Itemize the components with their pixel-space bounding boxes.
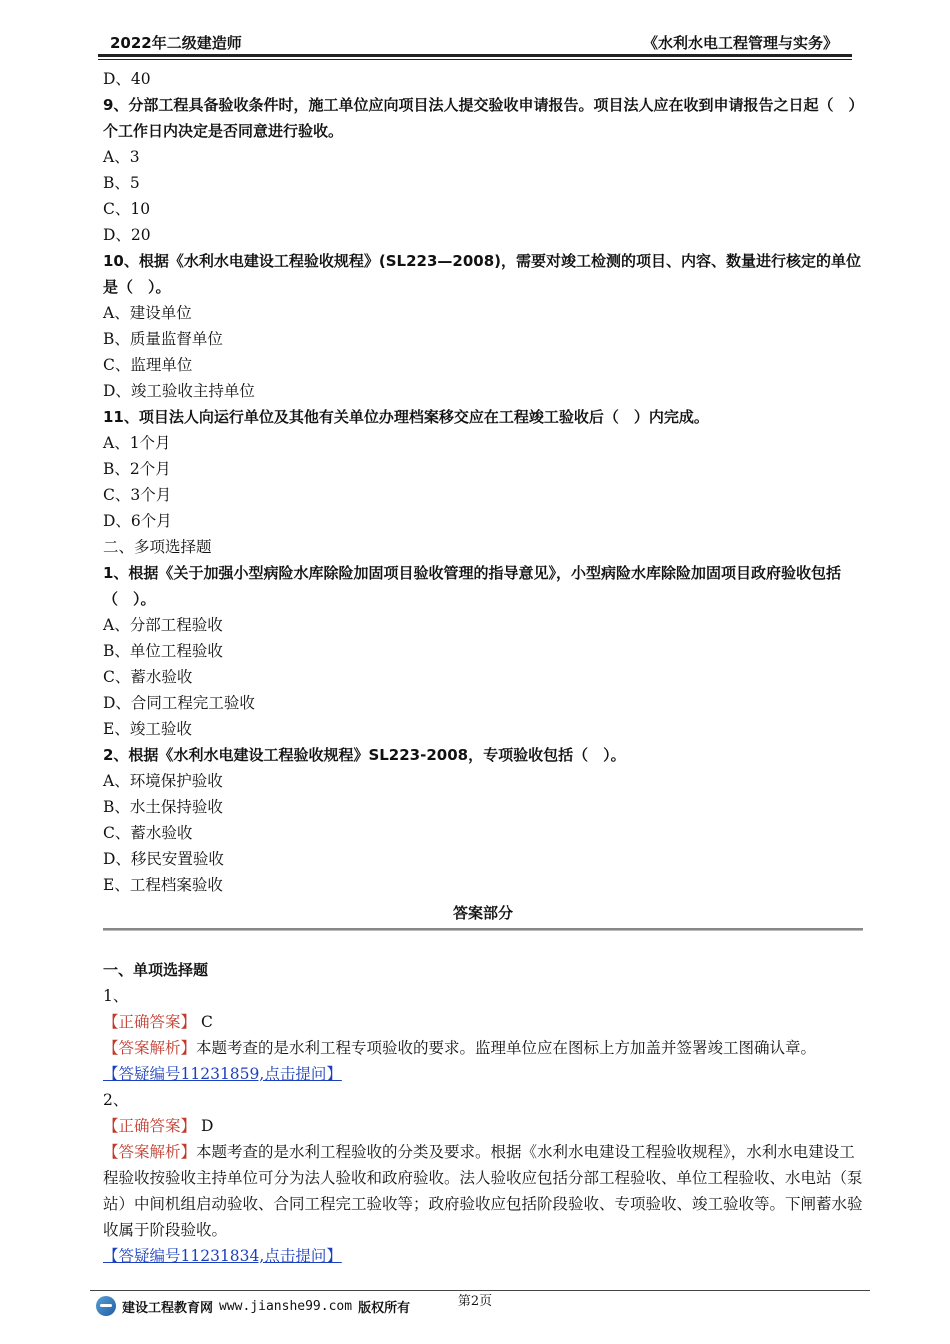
question-option: A、1个月 xyxy=(103,434,171,452)
question-option: A、3 xyxy=(103,148,140,166)
question-option: E、竣工验收 xyxy=(103,720,192,738)
correct-answer-row xyxy=(103,1009,863,1035)
analysis-label: 【答案解析】 xyxy=(103,1039,197,1057)
header-rule-thin xyxy=(98,59,852,60)
question-link-row xyxy=(103,1061,863,1087)
header-rule xyxy=(98,54,852,57)
answer-number: 1、 xyxy=(103,987,129,1005)
ask-question-link[interactable]: 【答疑编号11231859,点击提问】 xyxy=(103,1065,342,1083)
page-number: 第2页 xyxy=(457,1294,493,1309)
answer-item xyxy=(103,1087,863,1269)
page-header xyxy=(98,30,852,52)
analysis-label: 【答案解析】 xyxy=(103,1143,197,1161)
answer-item xyxy=(103,983,863,1087)
copyright-text: 版权所有 xyxy=(358,1300,411,1316)
question-option: D、40 xyxy=(103,70,151,88)
question-option: C、3个月 xyxy=(103,486,172,504)
site-url[interactable]: www.jianshe99.com xyxy=(219,1298,353,1314)
question-option: B、5 xyxy=(103,174,140,192)
question-option: B、质量监督单位 xyxy=(103,330,223,348)
question-option: D、合同工程完工验收 xyxy=(103,694,255,712)
header-book-title: 《水利水电工程管理与实务》 xyxy=(642,34,838,52)
answer-analysis xyxy=(103,1035,863,1061)
question-option: D、6个月 xyxy=(103,512,172,530)
question-option: B、水土保持验收 xyxy=(103,798,223,816)
question-stem: 9、分部工程具备验收条件时，施工单位应向项目法人提交验收申请报告。项目法人应在收到申请报告之日起（ ）个工作日内决定是否同意进行验收。 xyxy=(103,96,856,140)
correct-answer-label: 【正确答案】 xyxy=(103,1117,197,1135)
question-option: C、监理单位 xyxy=(103,356,193,374)
analysis-text: 本题考查的是水利工程验收的分类及要求。根据《水利水电建设工程验收规程》，水利水电建设工程验收按验收主持单位可分为法人验收和政府验收。法人验收应包括分部工程验收、单位工程验收、水电站（泵站）中间机组启动验收、合同工程完工验收等；政府验收应包括阶段验收、专项验收、竣工验收等。下闸蓄水验收属于阶段验收。 xyxy=(103,1143,863,1239)
question-option: 二、多项选择题 xyxy=(103,538,212,556)
site-logo-icon xyxy=(96,1296,116,1316)
question-option: C、蓄水验收 xyxy=(103,668,193,686)
question-link-row xyxy=(103,1243,863,1269)
question-stem: 2、根据《水利水电建设工程验收规程》SL223-2008，专项验收包括（ ）。 xyxy=(103,746,626,764)
correct-answer-label: 【正确答案】 xyxy=(103,1013,197,1031)
answer-number: 2、 xyxy=(103,1091,129,1109)
question-option: B、2个月 xyxy=(103,460,171,478)
footer-brand xyxy=(96,1296,410,1316)
question-stem: 10、根据《水利水电建设工程验收规程》(SL223—2008)，需要对竣工检测的项目、内容、数量进行核定的单位是（ ）。 xyxy=(103,252,862,296)
header-exam-title: 2022年二级建造师 xyxy=(110,34,242,52)
question-option: D、移民安置验收 xyxy=(103,850,224,868)
site-name: 建设工程教育网 xyxy=(122,1300,214,1316)
question-stem: 11、项目法人向运行单位及其他有关单位办理档案移交应在工程竣工验收后（ ）内完成。 xyxy=(103,408,709,426)
question-option: A、分部工程验收 xyxy=(103,616,223,634)
answer-analysis xyxy=(103,1139,863,1243)
question-option: A、环境保护验收 xyxy=(103,772,223,790)
question-option: D、20 xyxy=(103,226,151,244)
question-option: A、建设单位 xyxy=(103,304,192,322)
analysis-text: 本题考查的是水利工程专项验收的要求。监理单位应在图标上方加盖并签署竣工图确认章。 xyxy=(196,1039,817,1057)
question-option: D、竣工验收主持单位 xyxy=(103,382,255,400)
question-option: E、工程档案验收 xyxy=(103,876,223,894)
document-body xyxy=(103,66,863,1269)
question-stem: 1、根据《关于加强小型病险水库除险加固项目验收管理的指导意见》，小型病险水库除险加固项目政府验收包括（ ）。 xyxy=(103,564,841,608)
correct-answer-value: D xyxy=(200,1117,214,1135)
correct-answer-value: C xyxy=(200,1013,213,1031)
answers-title: 答案部分 xyxy=(452,904,513,922)
answers-section-heading: 一、单项选择题 xyxy=(103,961,209,979)
ask-question-link[interactable]: 【答疑编号11231834,点击提问】 xyxy=(103,1247,342,1265)
question-list xyxy=(103,66,863,898)
correct-answer-row xyxy=(103,1113,863,1139)
question-option: C、蓄水验收 xyxy=(103,824,193,842)
question-option: B、单位工程验收 xyxy=(103,642,223,660)
question-option: C、10 xyxy=(103,200,151,218)
